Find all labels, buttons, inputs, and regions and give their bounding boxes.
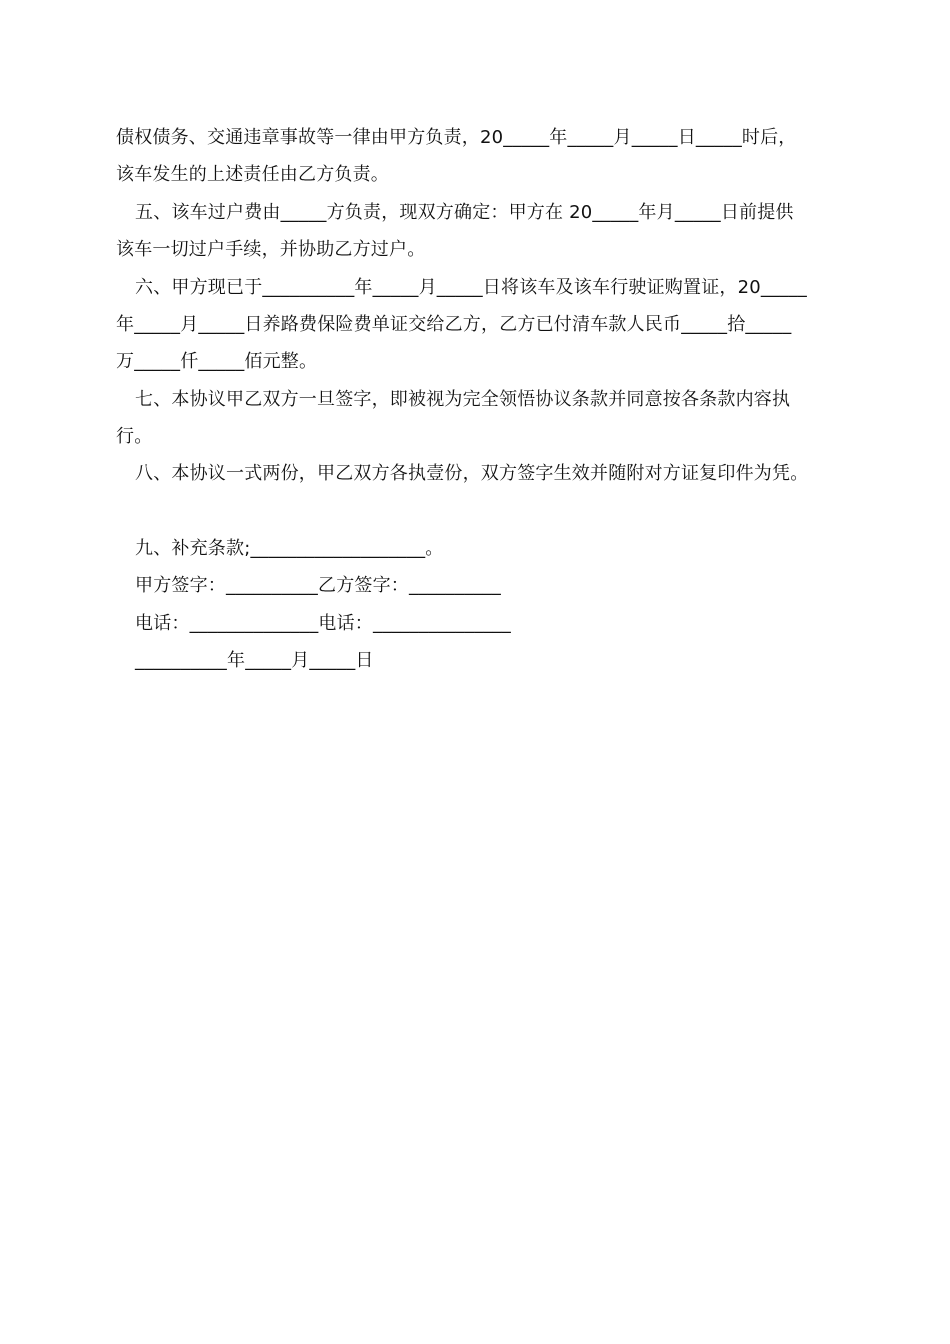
- paragraph-liability-line-1: 债权债务、交通违章事故等一律由甲方负责，20_____年_____月_____日_____时后，: [116, 127, 797, 148]
- clause-eight: 八、本协议一式两份，甲乙双方各执壹份，双方签字生效并随附对方证复印件为凭。: [135, 463, 809, 484]
- clause-seven-line-2: 行。: [116, 426, 153, 447]
- paragraph-liability-line-2: 该车发生的上述责任由乙方负责。: [116, 164, 389, 185]
- phone-line: 电话：______________电话：_______________: [135, 613, 511, 634]
- clause-six-line-3: 万_____仟_____佰元整。: [116, 351, 318, 372]
- clause-nine-supplementary: 九、补充条款;___________________。: [135, 538, 444, 559]
- clause-six-line-2: 年_____月_____日养路费保险费单证交给乙方，乙方已付清车款人民币_____拾_____: [116, 314, 792, 335]
- clause-five-line-1: 五、该车过户费由_____方负责，现双方确定：甲方在 20_____年月_____日前提供: [135, 202, 794, 223]
- clause-five-line-2: 该车一切过户手续，并协助乙方过户。: [116, 239, 426, 260]
- date-line: __________年_____月_____日: [135, 650, 374, 671]
- signature-line: 甲方签字：__________乙方签字：__________: [135, 575, 501, 596]
- clause-six-line-1: 六、甲方现已于__________年_____月_____日将该车及该车行驶证购置证，20_____: [135, 277, 807, 298]
- clause-seven-line-1: 七、本协议甲乙双方一旦签字，即被视为完全领悟协议条款并同意按各条款内容执: [135, 389, 791, 410]
